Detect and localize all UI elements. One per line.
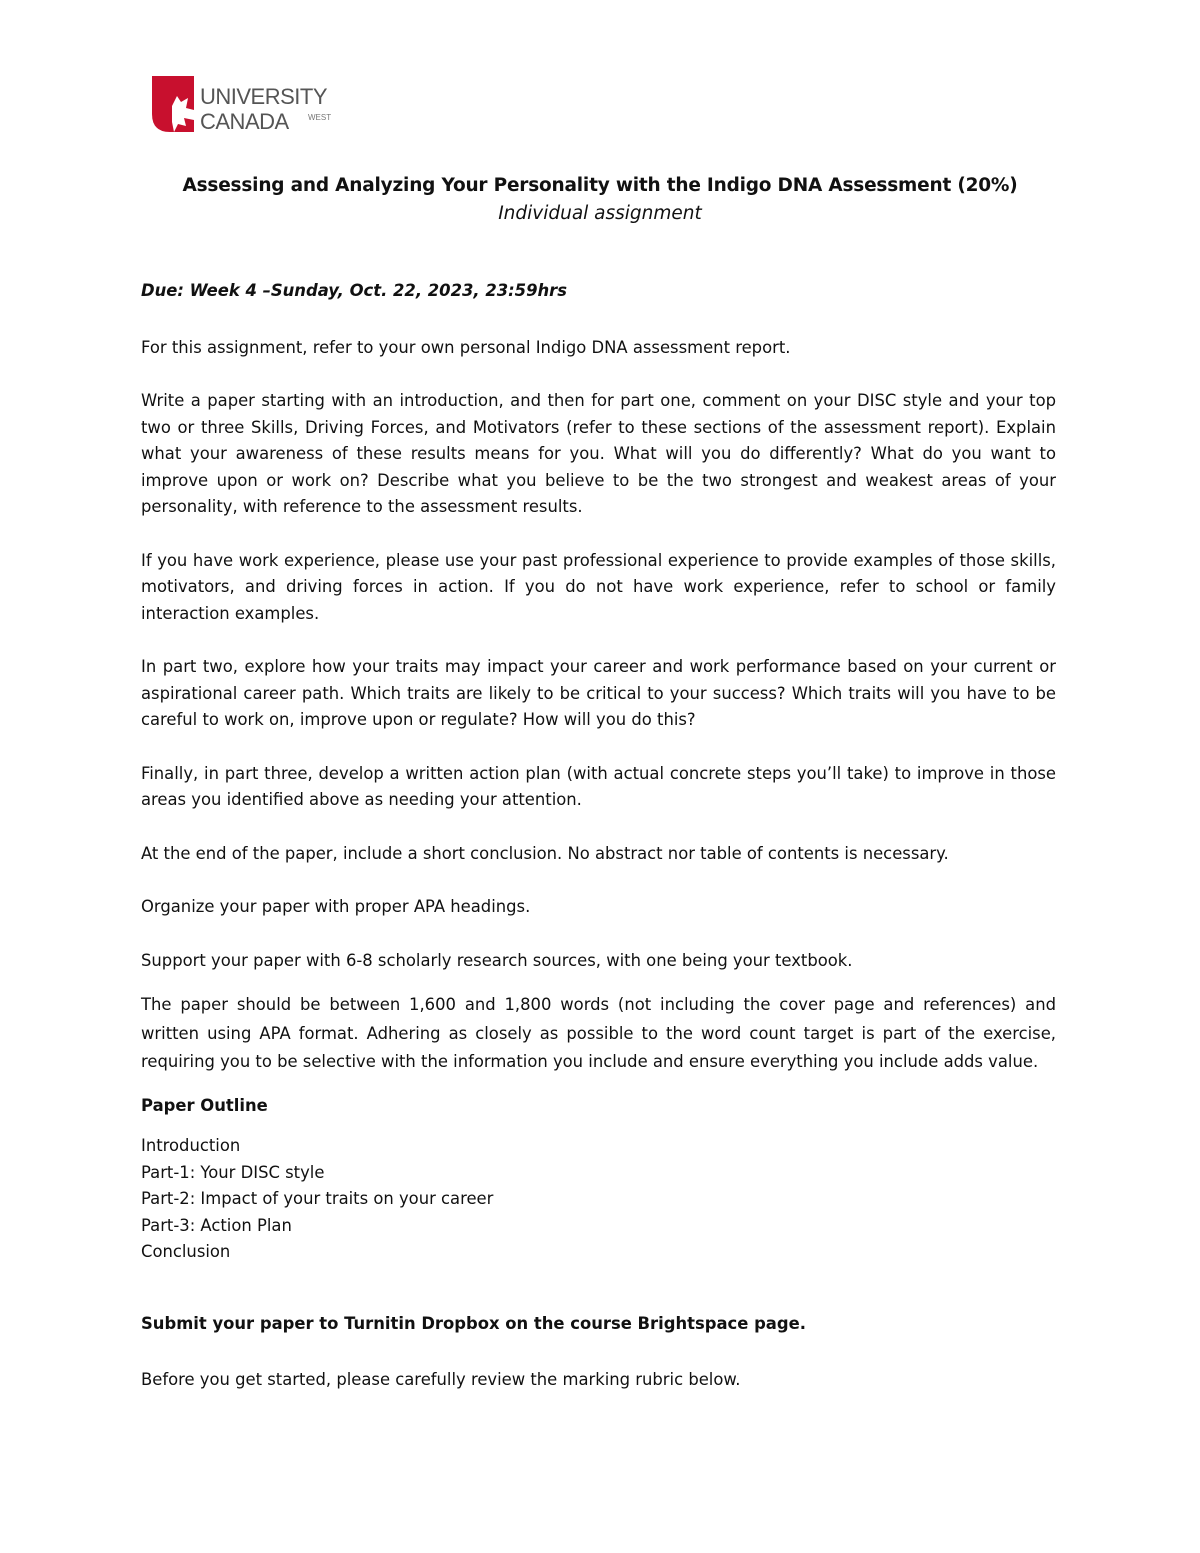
closing-note: Before you get started, please carefully review the marking rubric below. (141, 1370, 741, 1389)
paragraph-part-one: Write a paper starting with an introduction, and then for part one, comment on your DISC style and your top two or three Skills, Driving Forces, and Motivators (refer to these sections of the assessment report). Explain what your awareness of these results means for you. What will you do differently? What do you want to improve upon or work on? Describe what you believe to be the two strongest and weakest areas of your personality, with reference to the assessment results. (141, 391, 1056, 516)
university-logo (150, 74, 350, 136)
logo-line3: WEST (308, 113, 332, 122)
document-body (141, 278, 1056, 1394)
submit-instructions: Submit your paper to Turnitin Dropbox on the course Brightspace page. (141, 1313, 806, 1333)
outline-item: Part-3: Action Plan (141, 1215, 292, 1235)
title-block (0, 172, 1200, 228)
assignment-subtitle: Individual assignment (498, 203, 702, 224)
due-date: Due: Week 4 –Sunday, Oct. 22, 2023, 23:59hrs (141, 281, 567, 300)
paragraph-word-count: The paper should be between 1,600 and 1,800 words (not including the cover page and references) and written using APA format. Adhering as closely as possible to the word count target is part of the exercise, requiring you to be selective with the information you include and ensure everything you include adds value. (141, 995, 1056, 1071)
paragraph-apa-headings: Organize your paper with proper APA headings. (141, 897, 531, 916)
outline-item: Introduction (141, 1136, 241, 1155)
outline-list (141, 1133, 1056, 1266)
logo-line1: UNIVERSITY (200, 84, 328, 109)
paragraph-work-experience: If you have work experience, please use your past professional experience to provide examples of those skills, motivators, and driving forces in action. If you do not have work experience, refer to school or family interaction examples. (141, 550, 1056, 623)
outline-item: Conclusion (141, 1242, 231, 1261)
university-logo-graphic (150, 74, 350, 136)
paragraph-intro: For this assignment, refer to your own personal Indigo DNA assessment report. (141, 337, 791, 357)
assignment-title: Assessing and Analyzing Your Personality with the Indigo DNA Assessment (20%) (182, 175, 1018, 196)
logo-line2: CANADA (200, 109, 289, 134)
paragraph-conclusion: At the end of the paper, include a short conclusion. No abstract nor table of contents is necessary. (141, 843, 949, 863)
paragraph-part-three: Finally, in part three, develop a written action plan (with actual concrete steps you’ll take) to improve in those areas you identified above as needing your attention. (141, 763, 1056, 809)
outline-item: Part-2: Impact of your traits on your career (141, 1189, 494, 1208)
outline-item: Part-1: Your DISC style (141, 1162, 325, 1182)
paragraph-part-two: In part two, explore how your traits may impact your career and work performance based on your current or aspirational career path. Which traits are likely to be critical to your success? Which traits will you have to be careful to work on, improve upon or regulate? How will you do this? (141, 657, 1056, 729)
outline-heading: Paper Outline (141, 1095, 268, 1115)
paragraph-sources: Support your paper with 6-8 scholarly research sources, with one being your textbook. (141, 950, 853, 970)
